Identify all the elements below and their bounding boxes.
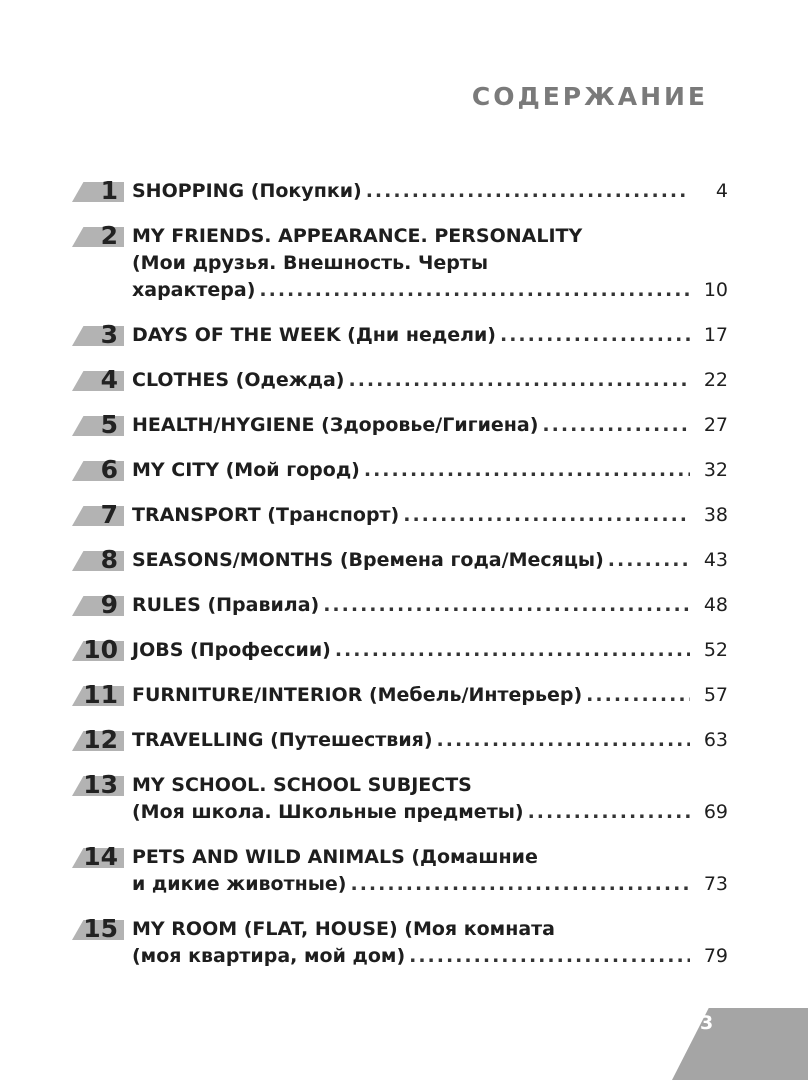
toc-entry[interactable] xyxy=(68,844,728,897)
page-reference: 52 xyxy=(703,639,728,661)
table-of-contents xyxy=(68,178,728,988)
toc-entry[interactable] xyxy=(68,178,728,204)
chapter-title: SEASONS/MONTHS (Времена года/Месяцы) xyxy=(132,549,604,571)
toc-entry[interactable] xyxy=(68,223,728,303)
chapter-number-badge xyxy=(68,916,126,944)
page-reference: 17 xyxy=(703,324,728,346)
dot-leader xyxy=(364,457,690,483)
toc-entry-line xyxy=(132,250,728,276)
toc-entry[interactable] xyxy=(68,592,728,618)
page-reference: 57 xyxy=(703,684,728,706)
chapter-number: 6 xyxy=(100,455,118,484)
page-reference: 22 xyxy=(703,369,728,391)
chapter-number: 15 xyxy=(83,914,118,943)
toc-entry[interactable] xyxy=(68,772,728,825)
toc-entry[interactable] xyxy=(68,412,728,438)
toc-entry-line xyxy=(132,592,728,618)
chapter-number-badge xyxy=(68,367,126,395)
chapter-number: 11 xyxy=(83,680,118,709)
chapter-title: MY SCHOOL. SCHOOL SUBJECTS xyxy=(132,774,472,796)
chapter-title: характера) xyxy=(132,279,256,301)
toc-entry[interactable] xyxy=(68,367,728,393)
page-reference: 43 xyxy=(703,549,728,571)
page-reference: 10 xyxy=(703,279,728,301)
dot-leader xyxy=(528,799,690,825)
toc-entry[interactable] xyxy=(68,547,728,573)
page-reference: 32 xyxy=(703,459,728,481)
chapter-number-badge xyxy=(68,682,126,710)
page-reference: 48 xyxy=(703,594,728,616)
chapter-title: CLOTHES (Одежда) xyxy=(132,369,345,391)
chapter-title: SHOPPING (Покупки) xyxy=(132,180,362,202)
dot-leader xyxy=(335,637,690,663)
toc-entry-line xyxy=(132,322,728,348)
toc-entry-line xyxy=(132,412,728,438)
page-number: 3 xyxy=(700,1012,714,1034)
dot-leader xyxy=(608,547,690,573)
chapter-title: (моя квартира, мой дом) xyxy=(132,945,406,967)
toc-entry[interactable] xyxy=(68,727,728,753)
page-reference: 38 xyxy=(703,504,728,526)
chapter-number: 1 xyxy=(100,176,118,205)
chapter-number-badge xyxy=(68,223,126,251)
toc-entry-line xyxy=(132,502,728,528)
chapter-title: MY FRIENDS. APPEARANCE. PERSONALITY xyxy=(132,225,583,247)
dot-leader xyxy=(349,367,691,393)
toc-entry[interactable] xyxy=(68,502,728,528)
toc-entry-line xyxy=(132,223,728,249)
dot-leader xyxy=(403,502,690,528)
dot-leader xyxy=(586,682,690,708)
chapter-number-badge xyxy=(68,637,126,665)
toc-entry-line xyxy=(132,871,728,897)
toc-entry-line xyxy=(132,727,728,753)
chapter-title: (Мои друзья. Внешность. Черты xyxy=(132,252,488,274)
chapter-number: 2 xyxy=(100,221,118,250)
toc-entry-line xyxy=(132,178,728,204)
toc-entry-line xyxy=(132,637,728,663)
chapter-number-badge xyxy=(68,592,126,620)
chapter-title: TRAVELLING (Путешествия) xyxy=(132,729,433,751)
toc-entry-line xyxy=(132,943,728,969)
toc-entry[interactable] xyxy=(68,637,728,663)
toc-entry-line xyxy=(132,844,728,870)
chapter-number-badge xyxy=(68,412,126,440)
page-reference: 27 xyxy=(703,414,728,436)
chapter-number-badge xyxy=(68,772,126,800)
chapter-title: FURNITURE/INTERIOR (Мебель/Интерьер) xyxy=(132,684,583,706)
chapter-number: 14 xyxy=(83,842,118,871)
chapter-number: 7 xyxy=(100,500,118,529)
chapter-number-badge xyxy=(68,727,126,755)
chapter-title: JOBS (Профессии) xyxy=(132,639,331,661)
dot-leader xyxy=(437,727,690,753)
toc-entry-line xyxy=(132,916,728,942)
chapter-number: 9 xyxy=(100,590,118,619)
toc-entry-line xyxy=(132,457,728,483)
toc-entry-line xyxy=(132,547,728,573)
chapter-title: PETS AND WILD ANIMALS (Домашние xyxy=(132,846,538,868)
chapter-number: 10 xyxy=(83,635,118,664)
page-number-tab xyxy=(672,1008,808,1080)
chapter-number: 8 xyxy=(100,545,118,574)
toc-entry-line xyxy=(132,367,728,393)
toc-entry-line xyxy=(132,799,728,825)
chapter-number-badge xyxy=(68,844,126,872)
toc-entry[interactable] xyxy=(68,457,728,483)
dot-leader xyxy=(259,277,690,303)
chapter-number-badge xyxy=(68,547,126,575)
chapter-title: DAYS OF THE WEEK (Дни недели) xyxy=(132,324,496,346)
chapter-number: 13 xyxy=(83,770,118,799)
chapter-number-badge xyxy=(68,457,126,485)
chapter-title: MY CITY (Мой город) xyxy=(132,459,360,481)
chapter-title: HEALTH/HYGIENE (Здоровье/Гигиена) xyxy=(132,414,539,436)
dot-leader xyxy=(409,943,690,969)
toc-entry[interactable] xyxy=(68,916,728,969)
toc-entry[interactable] xyxy=(68,682,728,708)
chapter-number: 5 xyxy=(100,410,118,439)
dot-leader xyxy=(542,412,690,438)
toc-entry-line xyxy=(132,682,728,708)
chapter-title: RULES (Правила) xyxy=(132,594,320,616)
chapter-title: TRANSPORT (Транспорт) xyxy=(132,504,400,526)
page-reference: 73 xyxy=(703,873,728,895)
toc-entry-line xyxy=(132,772,728,798)
page-reference: 69 xyxy=(703,801,728,823)
chapter-number: 4 xyxy=(100,365,118,394)
chapter-number: 12 xyxy=(83,725,118,754)
page-reference: 79 xyxy=(703,945,728,967)
dot-leader xyxy=(500,322,690,348)
toc-entry-line xyxy=(132,277,728,303)
dot-leader xyxy=(366,178,690,204)
dot-leader xyxy=(323,592,690,618)
page-reference: 63 xyxy=(703,729,728,751)
chapter-number-badge xyxy=(68,502,126,530)
chapter-title: и дикие животные) xyxy=(132,873,347,895)
dot-leader xyxy=(350,871,690,897)
toc-entry[interactable] xyxy=(68,322,728,348)
chapter-number-badge xyxy=(68,178,126,206)
page-reference: 4 xyxy=(715,180,728,202)
chapter-number-badge xyxy=(68,322,126,350)
page-title: СОДЕРЖАНИЕ xyxy=(471,82,708,111)
chapter-title: MY ROOM (FLAT, HOUSE) (Моя комната xyxy=(132,918,555,940)
chapter-title: (Моя школа. Школьные предметы) xyxy=(132,801,524,823)
chapter-number: 3 xyxy=(100,320,118,349)
